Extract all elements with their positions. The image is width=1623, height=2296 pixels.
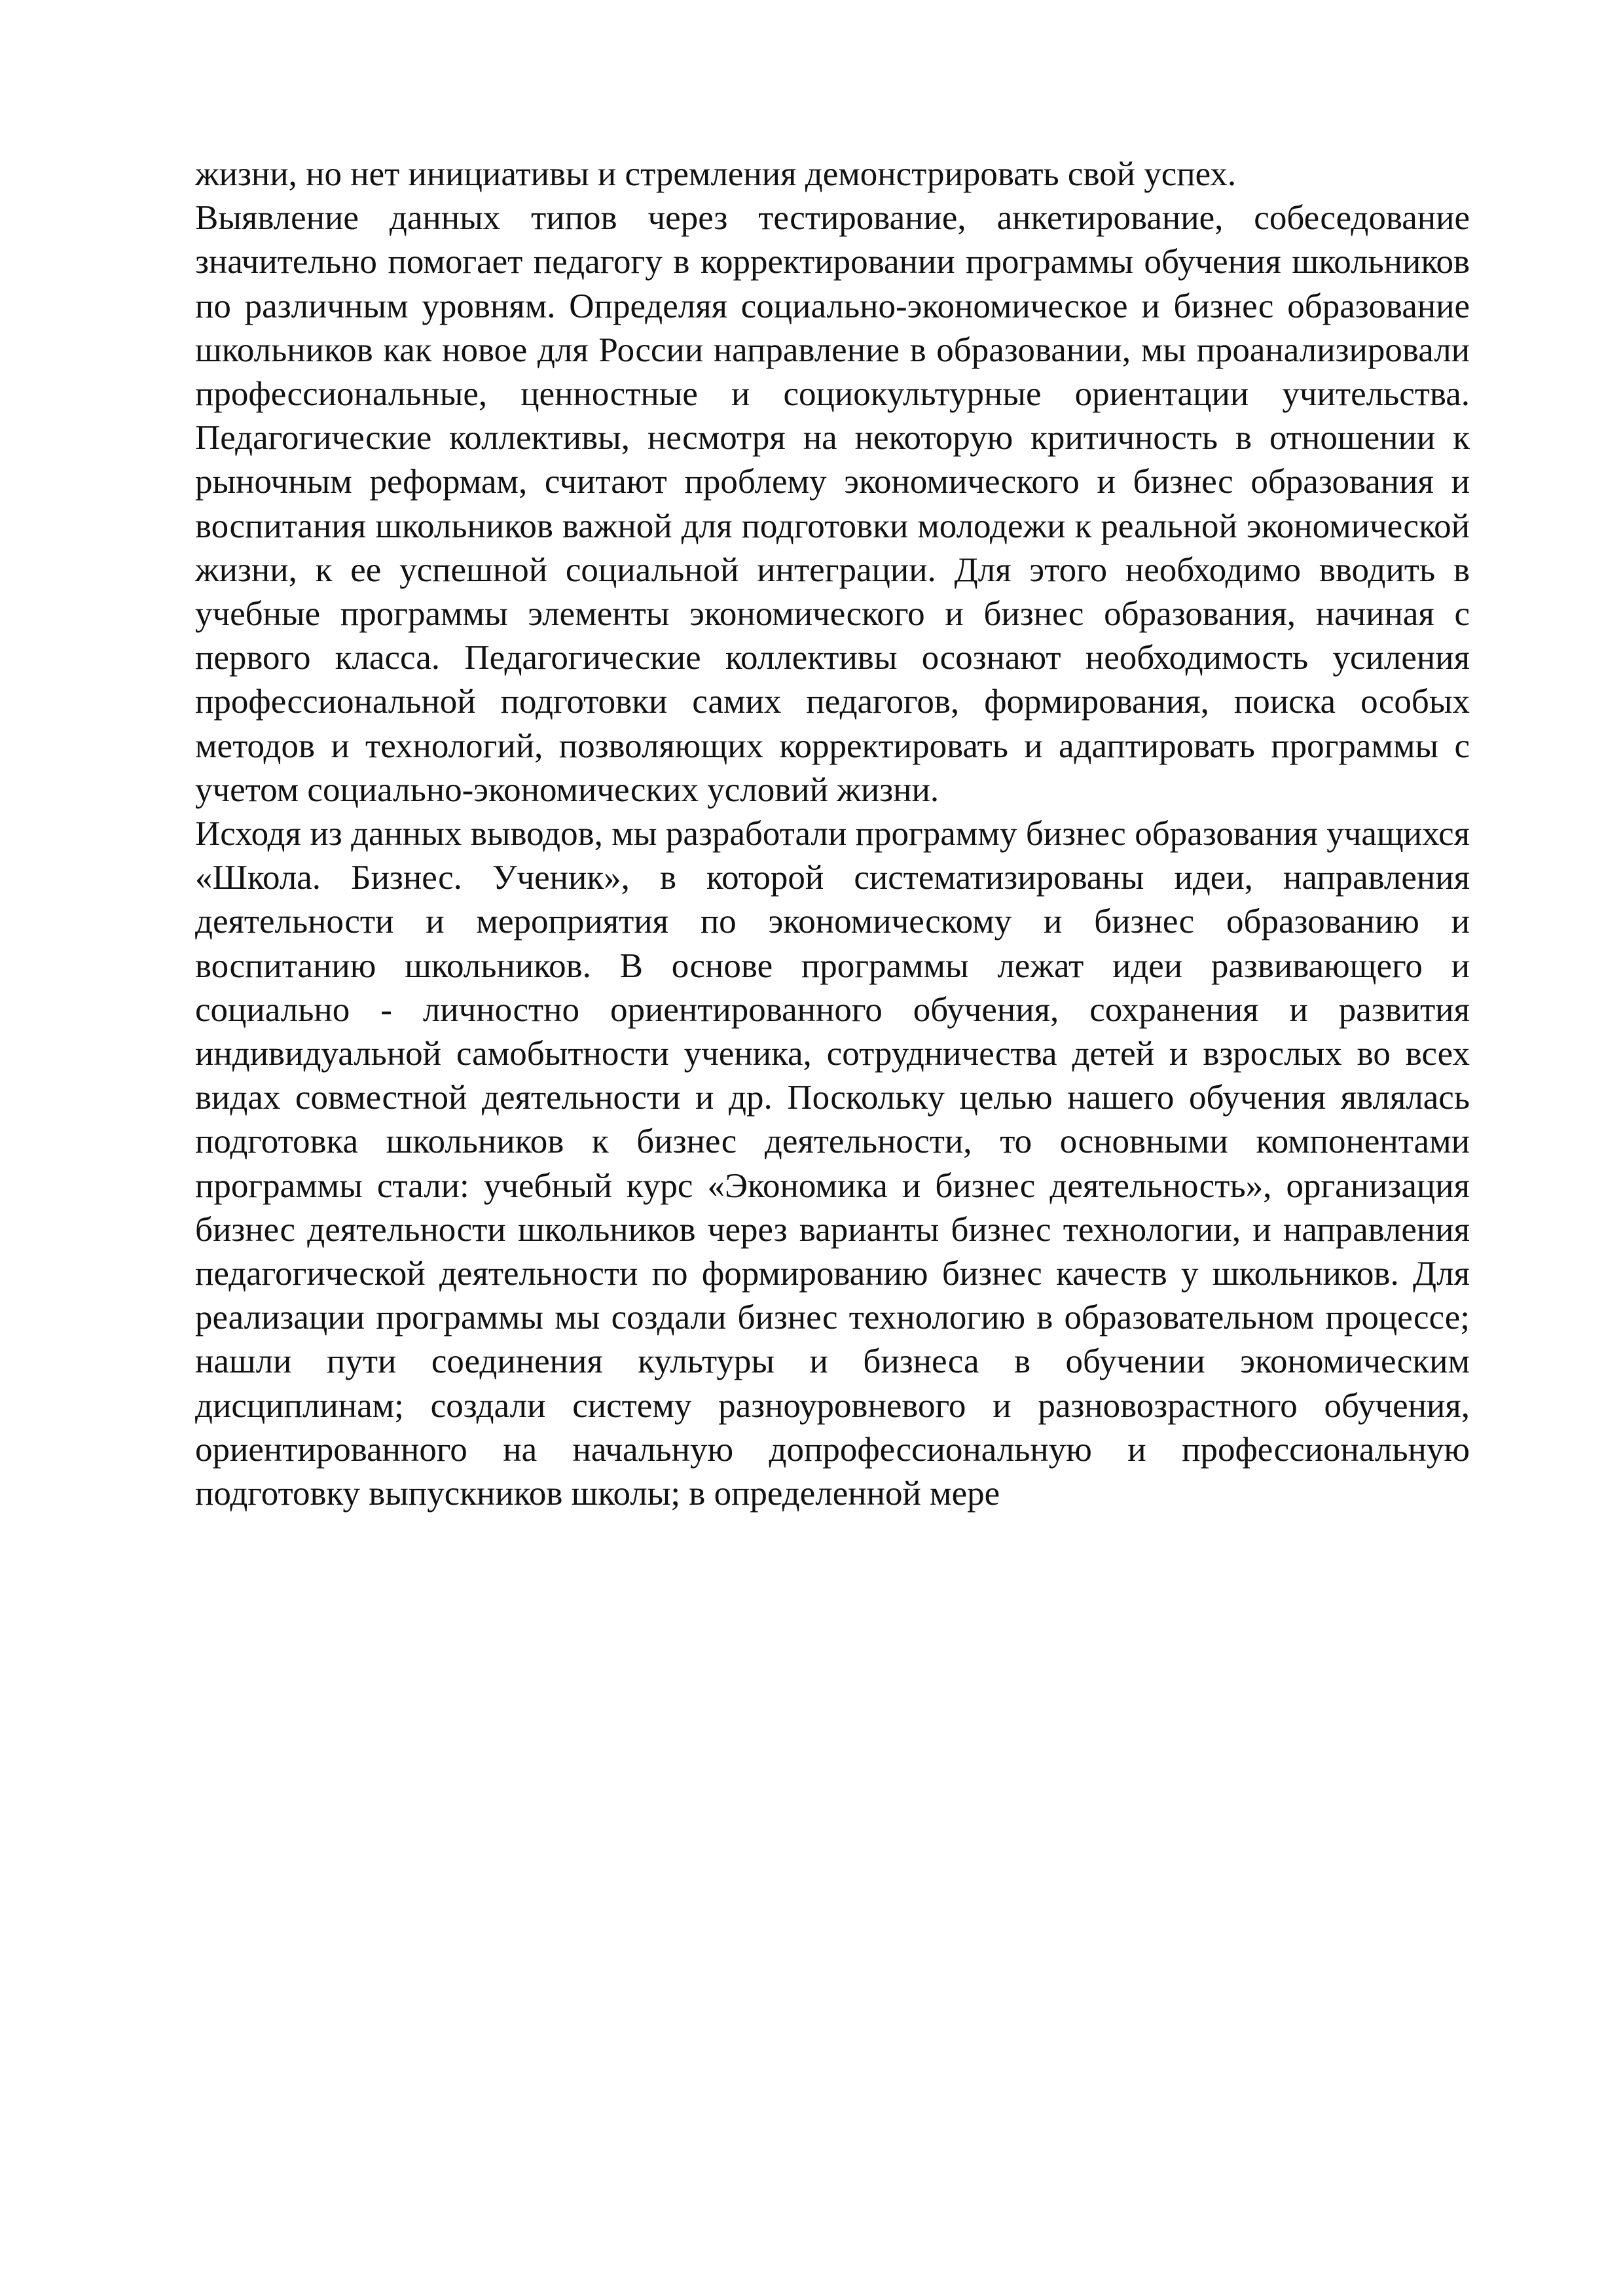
- paragraph: Выявление данных типов через тестирование, анкетирование, собеседование значительно помогает педагогу в корректировании программы обучения школьников по различным уровням. Определяя социально-экономическое и бизнес образование школьников как новое для России направление в образовании, мы проанализировали профессиональные, ценностные и социокультурные ориентации учительства. Педагогические коллективы, несмотря на некоторую критичность в отношении к рыночным реформам, считают проблему экономического и бизнес образования и воспитания школьников важной для подготовки молодежи к реальной экономической жизни, к ее успешной социальной интеграции. Для этого необходимо вводить в учебные программы элементы экономического и бизнес образования, начиная с первого класса. Педагогические коллективы осознают необходимость усиления профессиональной подготовки самих педагогов, формирования, поиска особых методов и технологий, позволяющих корректировать и адаптировать программы с учетом социально-экономических условий жизни.: [195, 199, 1470, 809]
- paragraph: жизни, но нет инициативы и стремления демонстрировать свой успех.: [195, 155, 1237, 193]
- paragraph: Исходя из данных выводов, мы разработали программу бизнес образования учащихся «Школа. Бизнес. Ученик», в которой систематизированы идеи, направления деятельности и мероприятия по экономическому и бизнес образованию и воспитанию школьников. В основе программы лежат идеи развивающего и социально - личностно ориентированного обучения, сохранения и развития индивидуальной самобытности ученика, сотрудничества детей и взрослых во всех видах совместной деятельности и др. Поскольку целью нашего обучения являлась подготовка школьников к бизнес деятельности, то основными компонентами программы стали: учебный курс «Экономика и бизнес деятельность», организация бизнес деятельности школьников через варианты бизнес технологии, и направления педагогической деятельности по формированию бизнес качеств у школьников. Для реализации программы мы создали бизнес технологию в образовательном процессе; нашли пути соединения культуры и бизнеса в обучении экономическим дисциплинам; создали систему разноуровневого и разновозрастного обучения, ориентированного на начальную допрофессиональную и профессиональную подготовку выпускников школы; в определенной мере: [195, 815, 1470, 1513]
- document-body: [195, 152, 1470, 1516]
